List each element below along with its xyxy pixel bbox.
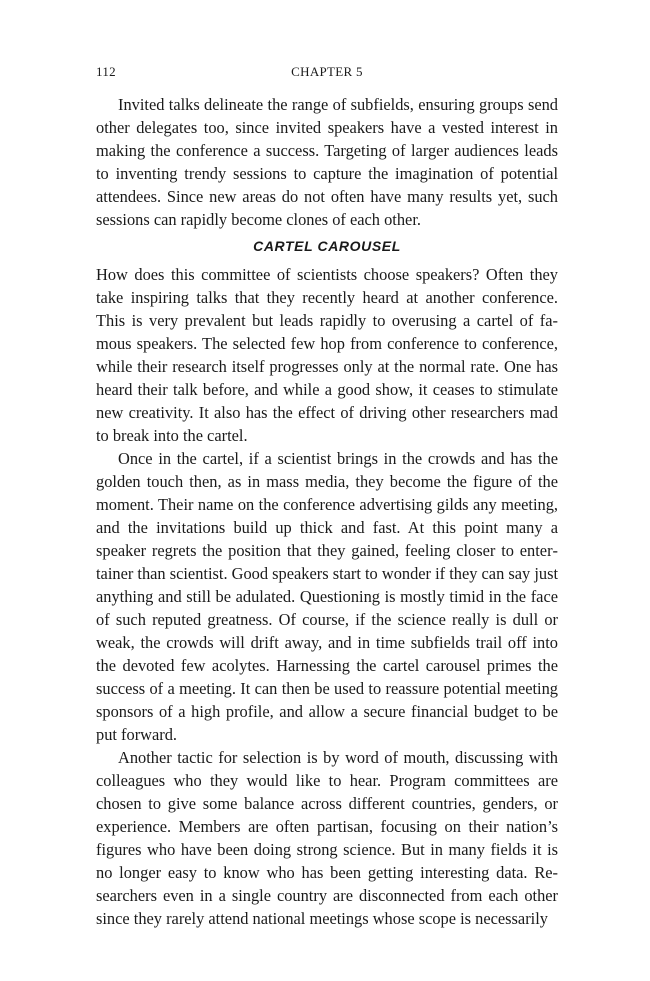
chapter-label: CHAPTER 5 — [291, 64, 363, 79]
paragraph-word-of-mouth: Another tactic for selection is by word of mouth, discussing with colleagues who they would like to hear. Program committees are chosen to give some balance across different countries, genders, or experience. Members are often partisan, focusing on their nation’s figures who have been doing strong science. But in many fields it is no longer easy to know who has been getting interesting data. Researchers even in a single country are disconnected from each other since they rarely attend national meetings whose scope is necessarily — [96, 748, 558, 928]
paragraph-section-opening: How does this committee of scientists choose speakers? Often they take inspiring talks that they recently heard at another conference. This is very prevalent but leads rapidly to overusing a cartel of famous speakers. The selected few hop from conference to conference, while their research itself progresses only at the normal rate. One has heard their talk before, and while a good show, it ceases to stimulate new creativity. It also has the effect of driving other researchers mad to break into the cartel. — [96, 265, 558, 445]
section-heading: CARTEL CAROUSEL — [253, 238, 401, 254]
page-number: 112 — [96, 64, 116, 79]
body-text — [96, 93, 558, 930]
paragraph-cartel: Once in the cartel, if a scientist brings in the crowds and has the golden touch then, as in mass media, they become the figure of the moment. Their name on the conference advertising gilds any meeting, and the invitations build up thick and fast. At this point many a speaker regrets the position that they gained, feeling closer to entertainer than scientist. Good speakers start to wonder if they can say just anything and still be adulated. Questioning is mostly timid in the face of such reputed greatness. Of course, if the science really is dull or weak, the crowds will drift away, and in time subfields trail off into the devoted few acolytes. Harnessing the cartel carousel primes the success of a meeting. It can then be used to reassure potential meeting sponsors of a high profile, and allow a secure financial budget to be put forward. — [96, 449, 559, 744]
running-head — [96, 58, 558, 80]
paragraph-intro: Invited talks delineate the range of subfields, ensuring groups send other delegates too, since invited speakers have a vested interest in making the conference a success. Targeting of larger audiences leads to inventing trendy sessions to capture the imagination of potential attendees. Since new areas do not often have many results yet, such sessions can rapidly become clones of each other. — [96, 95, 558, 229]
book-page — [96, 58, 558, 930]
